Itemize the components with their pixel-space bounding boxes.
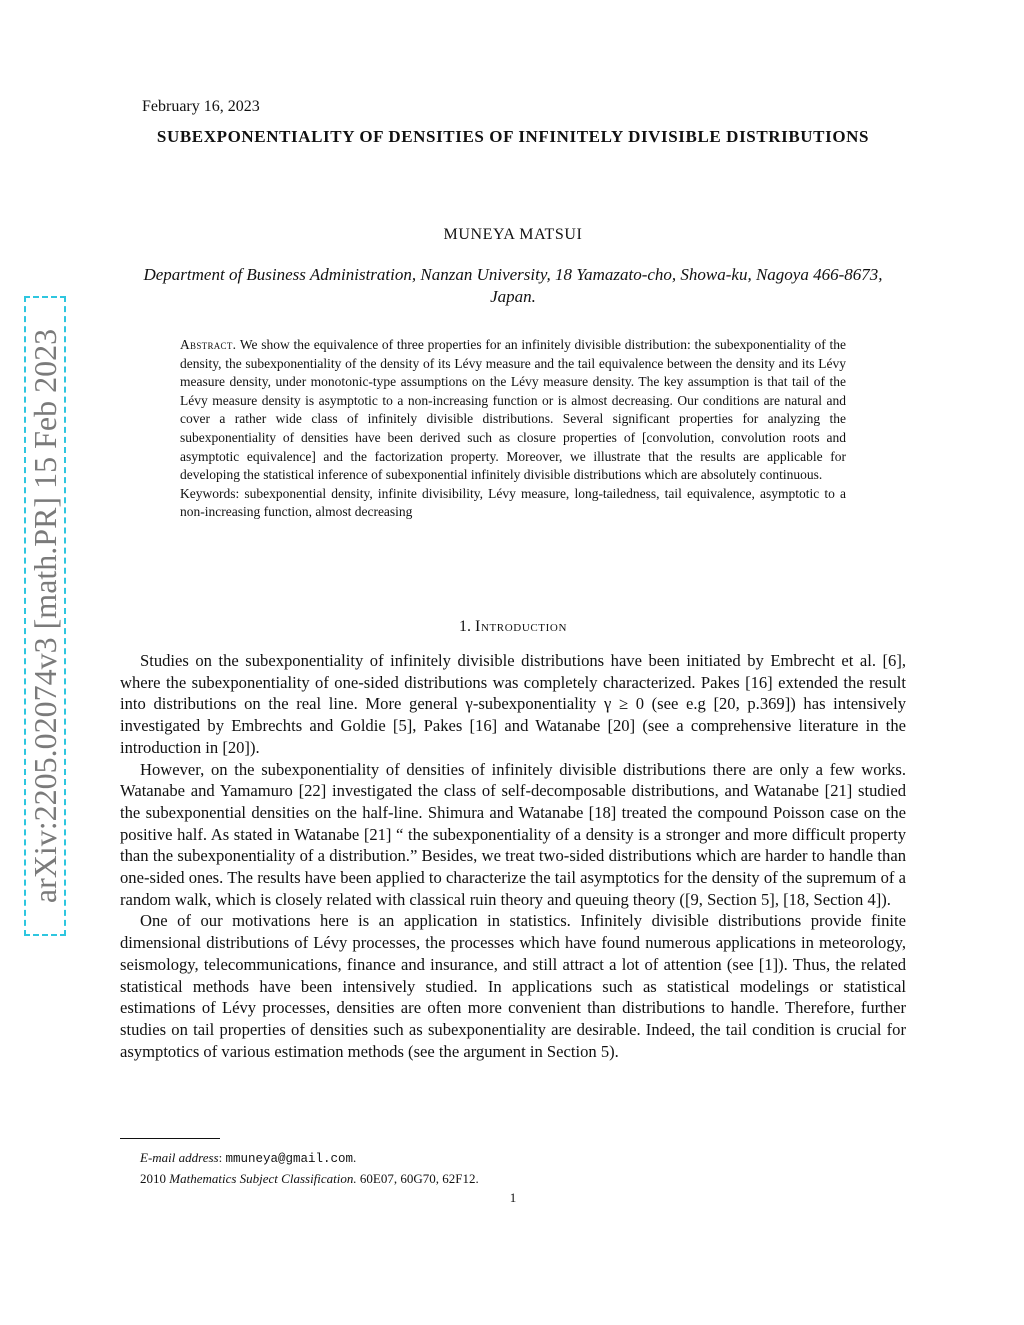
date: February 16, 2023: [142, 98, 260, 115]
abstract-label: Abstract.: [180, 337, 237, 352]
paper-title: SUBEXPONENTIALITY OF DENSITIES OF INFINITELY DIVISIBLE DISTRIBUTIONS: [156, 127, 870, 146]
email-address[interactable]: mmuneya@gmail.com: [225, 1152, 354, 1166]
msc-codes: 60E07, 60G70, 62F12.: [359, 1171, 479, 1186]
footnote-rule: [120, 1138, 220, 1139]
abstract: [180, 336, 846, 522]
email-footnote: E-mail address: mmuneya@gmail.com.: [140, 1150, 357, 1166]
body-text: [120, 650, 906, 1062]
email-label: E-mail address: [140, 1150, 219, 1165]
arxiv-stamp: arXiv:2205.02074v3 [math.PR] 15 Feb 2023: [27, 328, 63, 904]
page-number: 1: [509, 1190, 517, 1205]
section-number: 1.: [459, 618, 472, 635]
msc-label: Mathematics Subject Classification.: [169, 1171, 357, 1186]
keywords: Keywords: subexponential density, infinite divisibility, Lévy measure, long-tailedness, tail equivalence, asymptotic to a non-increasing function, almost decreasing: [180, 485, 846, 520]
section-heading: [120, 618, 906, 636]
msc-year: 2010: [140, 1171, 166, 1186]
abstract-paragraph: [180, 336, 846, 485]
abstract-text: We show the equivalence of three properties for an infinitely divisible distribution: the subexponentiality of the density, the subexponentiality of the density of its Lévy measure and the tail equivalence between the density and its Lévy measure density, under monotonic-type assumptions on the Lévy measure density. The key assumption is that tail of the Lévy measure density is asymptotic to a non-increasing function or is almost decreasing. Our conditions are natural and cover a rather wide class of infinitely divisible distributions. Several significant properties for analyzing the subexponentiality of densities have been derived such as closure properties of [convolution, convolution roots and asymptotic equivalence] and the factorization property. Moreover, we illustrate that the results are applicable for developing the statistical inference of subexponential infinitely divisible distributions which are absolutely continuous.: [180, 337, 846, 483]
paragraph-1: Studies on the subexponentiality of infinitely divisible distributions have been initiated by Embrecht et al. [6], where the subexponentiality of one-sided distributions was completely characterized. Pakes [16] extended the result into distributions on the real line. More general γ-subexponentiality γ ≥ 0 (see e.g [20, p.369]) has intensively investigated by Embrechts and Goldie [5], Pakes [16] and Watanabe [20] (see a comprehensive literature in the introduction in [20]).: [120, 651, 906, 757]
affiliation: Department of Business Administration, Nanzan University, 18 Yamazato-cho, Showa-ku, Nagoya 466-8673, Japan.: [143, 265, 883, 306]
msc-footnote: [140, 1169, 900, 1189]
paragraph-2: However, on the subexponentiality of densities of infinitely divisible distributions there are only a few works. Watanabe and Yamamuro [22] investigated the class of self-decomposable distributions, and Watanabe [21] studied the subexponential densities on the half-line. Shimura and Watanabe [18] treated the compound Poisson case on the positive half. As stated in Watanabe [21] “ the subexponentiality of a density is a stronger and more difficult property than the subexponentiality of a distribution.” Besides, we treat two-sided distributions which are harder to handle than one-sided ones. The results have been applied to characterize the tail asymptotics for the density of the supremum of a random walk, which is closely related with classical ruin theory and queuing theory ([9, Section 5], [18, Section 4]).: [120, 759, 906, 909]
author: MUNEYA MATSUI: [443, 226, 583, 243]
footnotes: [140, 1148, 900, 1189]
paragraph-3: One of our motivations here is an application in statistics. Infinitely divisible distributions provide finite dimensional distributions of Lévy processes, the processes which have found numerous applications in meteorology, seismology, telecommunications, finance and insurance, and still attract a lot of attention (see [1]). Thus, the related statistical methods have been intensively studied. In applications such as statistical modelings or statistical estimations of Lévy processes, densities are often more convenient than distributions to handle. Therefore, further studies on tail properties of densities such as subexponentiality are desirable. Indeed, the tail condition is crucial for asymptotics of various estimation methods (see the argument in Section 5).: [120, 911, 906, 1061]
section-title: Introduction: [475, 618, 567, 635]
